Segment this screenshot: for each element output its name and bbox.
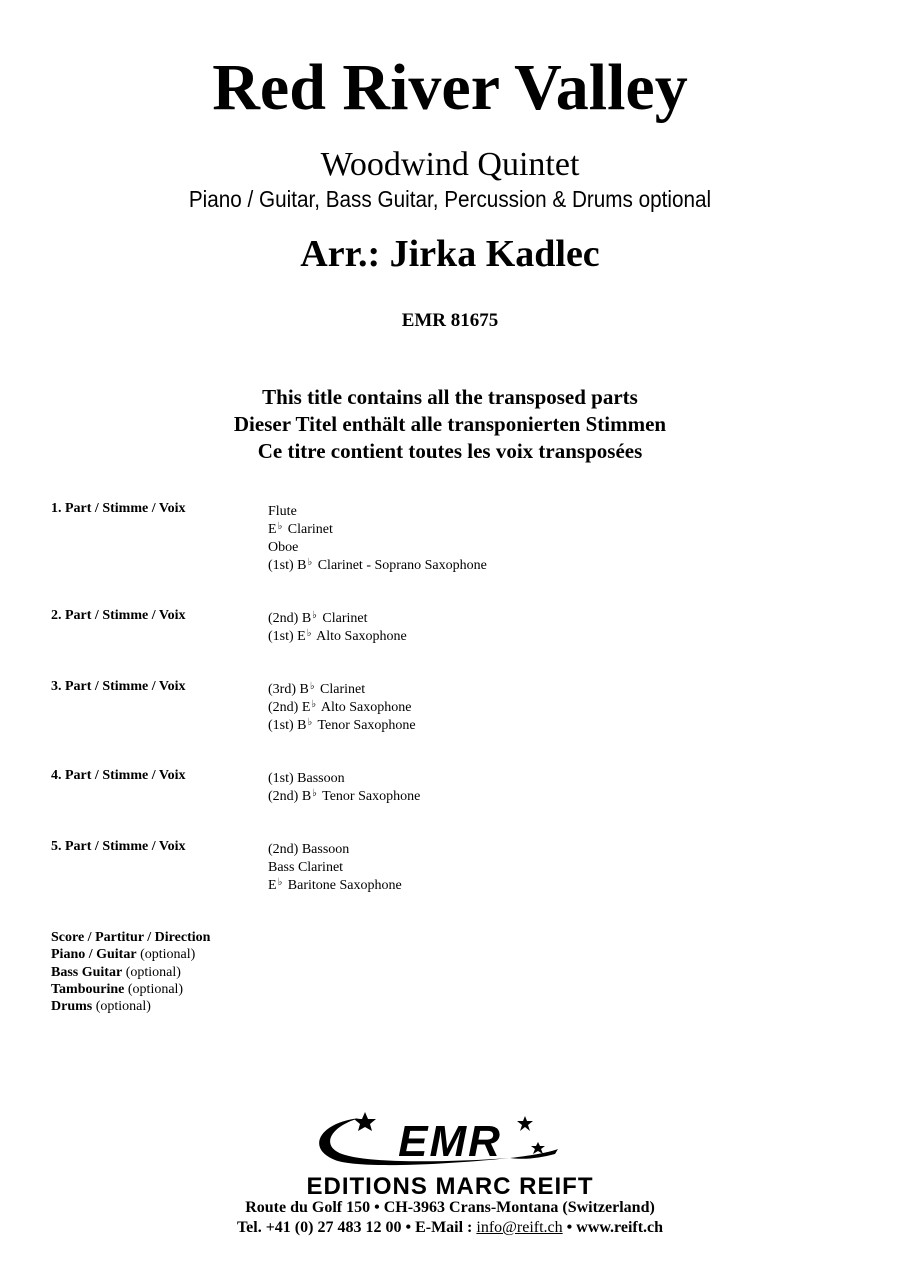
extra-part: Bass Guitar (optional) [51,964,181,980]
instrument: E♭ Baritone Saxophone [268,877,402,893]
extra-part: Piano / Guitar (optional) [51,947,196,963]
instrument: (2nd) B♭ Tenor Saxophone [268,788,421,804]
subtitle: Woodwind Quintet [320,146,580,183]
instrument: (2nd) E♭ Alto Saxophone [268,699,412,715]
svg-text:EDITIONS MARC REIFT: EDITIONS MARC REIFT [306,1173,594,1200]
part-instruments [268,607,407,643]
emr-logo-graphic [300,1108,600,1200]
part-instruments [268,767,420,803]
page-title: Red River Valley [212,51,688,124]
additional-parts [51,929,210,1015]
part-label: 5. Part / Stimme / Voix [51,839,186,854]
part-label: 3. Part / Stimme / Voix [51,679,186,694]
star-icon [531,1142,545,1154]
part-instruments [268,838,402,892]
part-label: 1. Part / Stimme / Voix [51,501,186,516]
catalog-number: EMR 81675 [401,310,499,331]
instrument: Flute [268,504,297,519]
publisher-logo [0,1108,900,1200]
instrument: E♭ Clarinet [268,521,333,537]
part-label: 4. Part / Stimme / Voix [51,768,186,783]
publisher-contact: Tel. +41 (0) 27 483 12 00 • E-Mail : info@reift.ch • www.reift.ch [236,1219,664,1236]
email-link[interactable]: info@reift.ch [476,1219,563,1236]
star-icon [517,1116,533,1131]
svg-text:EMR: EMR [398,1117,502,1166]
extra-part: Drums (optional) [51,999,151,1015]
star-icon [354,1112,376,1131]
instrument: (2nd) B♭ Clarinet [268,610,368,626]
extra-part: Tambourine (optional) [51,981,184,997]
instrument: (1st) E♭ Alto Saxophone [268,628,407,644]
publisher-address: Route du Golf 150 • CH-3963 Crans-Montana (Switzerland) [245,1199,655,1216]
instrumentation-line: Piano / Guitar, Bass Guitar, Percussion & Drums optional [188,186,712,212]
arranger: Arr.: Jirka Kadlec [300,233,600,275]
instrument: (1st) Bassoon [268,771,345,786]
website: • www.reift.ch [562,1219,664,1236]
part-instruments [268,678,416,732]
part-instruments [268,500,487,572]
instrument: Bass Clarinet [268,860,344,875]
notice-line-fr: Ce titre contient toutes les voix transposées [257,439,643,463]
notice-line-de: Dieser Titel enthält alle transponierten Stimmen [233,412,667,436]
part-label: 2. Part / Stimme / Voix [51,608,186,623]
instrument: (1st) B♭ Tenor Saxophone [268,717,416,733]
instrument: (1st) B♭ Clarinet - Soprano Saxophone [268,557,487,573]
notice-line-en: This title contains all the transposed parts [262,385,638,409]
instrument: Oboe [268,540,299,555]
transposed-parts-notice [0,384,900,465]
extra-part: Score / Partitur / Direction [51,930,211,945]
instrument: (2nd) Bassoon [268,842,350,857]
instrument: (3rd) B♭ Clarinet [268,681,366,697]
